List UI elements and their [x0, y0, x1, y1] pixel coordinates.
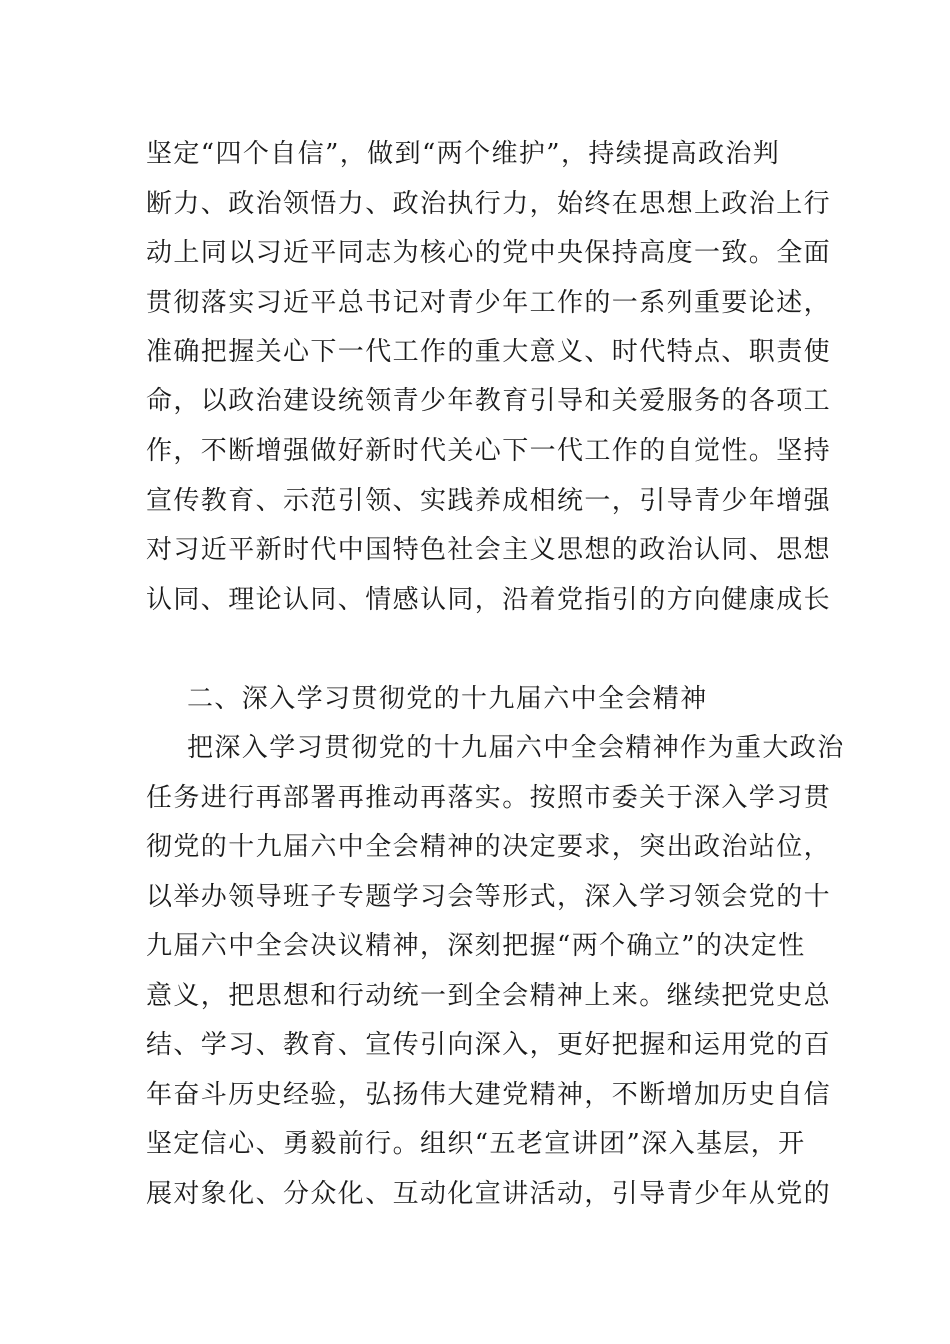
- text-line: 作，不断增强做好新时代关心下一代工作的自觉性。坚持: [146, 436, 832, 466]
- text-line: 意义，把思想和行动统一到全会精神上来。继续把党史总: [146, 981, 832, 1011]
- text-line: 坚定信心、勇毅前行。组织“五老宣讲团”深入基层，开: [146, 1129, 806, 1159]
- section-heading: 二、深入学习贯彻党的十九届六中全会精神: [187, 684, 708, 714]
- text-line: 准确把握关心下一代工作的重大意义、时代特点、职责使: [146, 337, 832, 367]
- text-line: 任务进行再部署再推动再落实。按照市委关于深入学习贯: [146, 783, 832, 813]
- text-line: 把深入学习贯彻党的十九届六中全会精神作为重大政治: [187, 733, 845, 763]
- text-line: 对习近平新时代中国特色社会主义思想的政治认同、思想: [146, 535, 832, 565]
- text-line: 展对象化、分众化、互动化宣讲活动，引导青少年从党的: [146, 1179, 832, 1209]
- text-line: 彻党的十九届六中全会精神的决定要求，突出政治站位，: [146, 832, 832, 862]
- text-line: 坚定“四个自信”，做到“两个维护”，持续提高政治判: [146, 139, 781, 169]
- text-line: 认同、理论认同、情感认同，沿着党指引的方向健康成长: [146, 585, 832, 615]
- text-line: 贯彻落实习近平总书记对青少年工作的一系列重要论述，: [146, 288, 832, 318]
- text-line: 九届六中全会决议精神，深刻把握“两个确立”的决定性: [146, 931, 806, 961]
- text-line: 命，以政治建设统领青少年教育引导和关爱服务的各项工: [146, 386, 832, 416]
- text-line: 结、学习、教育、宣传引向深入，更好把握和运用党的百: [146, 1030, 832, 1060]
- text-line: 动上同以习近平同志为核心的党中央保持高度一致。全面: [146, 238, 832, 268]
- text-line: 断力、政治领悟力、政治执行力，始终在思想上政治上行: [146, 189, 832, 219]
- text-line: 以举办领导班子专题学习会等形式，深入学习领会党的十: [146, 882, 832, 912]
- text-line: 宣传教育、示范引领、实践养成相统一，引导青少年增强: [146, 486, 832, 516]
- text-line: 年奋斗历史经验，弘扬伟大建党精神，不断增加历史自信: [146, 1080, 832, 1110]
